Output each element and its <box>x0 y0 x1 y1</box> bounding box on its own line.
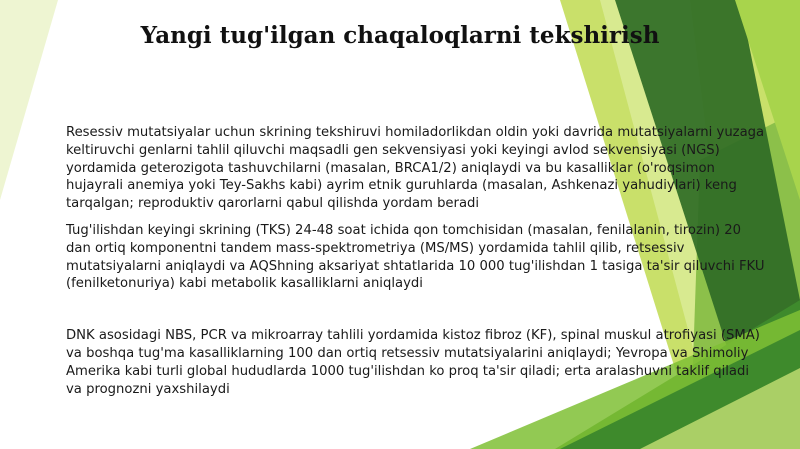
paragraph-carrier-screening: Resessiv mutatsiyalar uchun skrining tekshiruvi homiladorlikdan oldin yoki davrida mutatsiyalarni yuzaga keltiruvchi genlarni tahlil qiluvchi maqsadli gen sekvensiyasi yoki keyingi avlod sekvensiyasi (NGS) yordamida geterozigota tashuvchilarni (masalan, BRCA1/2) aniqlaydi va bu kasalliklar (o'roqsimon hujayrali anemiya yoki Tey-Sakhs kabi) ayrim etnik guruhlarda (masalan, Ashkenazi yahudiylari) keng tarqalgan; reproduktiv qarorlarni qabul qilishda yordam beradi <box>66 125 765 212</box>
slide-title: Yangi tug'ilgan chaqaloqlarni tekshirish <box>140 22 660 49</box>
paragraph-dna-based-nbs: DNK asosidagi NBS, PCR va mikroarray tahlili yordamida kistoz fibroz (KF), spinal muskul atrofiyasi (SMA) va boshqa tug'ma kasalliklarning 100 dan ortiq retsessiv mutatsiyalarini aniqlaydi; Yevropa va Shimoliy Amerika kabi turli global hududlarda 1000 tug'ilishdan ko proq ta'sir qiladi; erta aralashuvni taklif qiladi va prognozni yaxshilaydi <box>66 328 760 397</box>
slide-body <box>66 124 766 398</box>
paragraph-newborn-screening: Tug'ilishdan keyingi skrining (TKS) 24-48 soat ichida qon tomchisidan (masalan, fenilalanin, tirozin) 20 dan ortiq komponentni tandem mass-spektrometriya (MS/MS) yordamida tahlil qilib, retsessiv mutatsiyalarni aniqlaydi va AQShning aksariyat shtatlarida 10 000 tug'ilishdan 1 tasiga ta'sir qiluvchi FKU (fenilketonuriya) kabi metabolik kasalliklarni aniqlaydi <box>66 222 765 292</box>
